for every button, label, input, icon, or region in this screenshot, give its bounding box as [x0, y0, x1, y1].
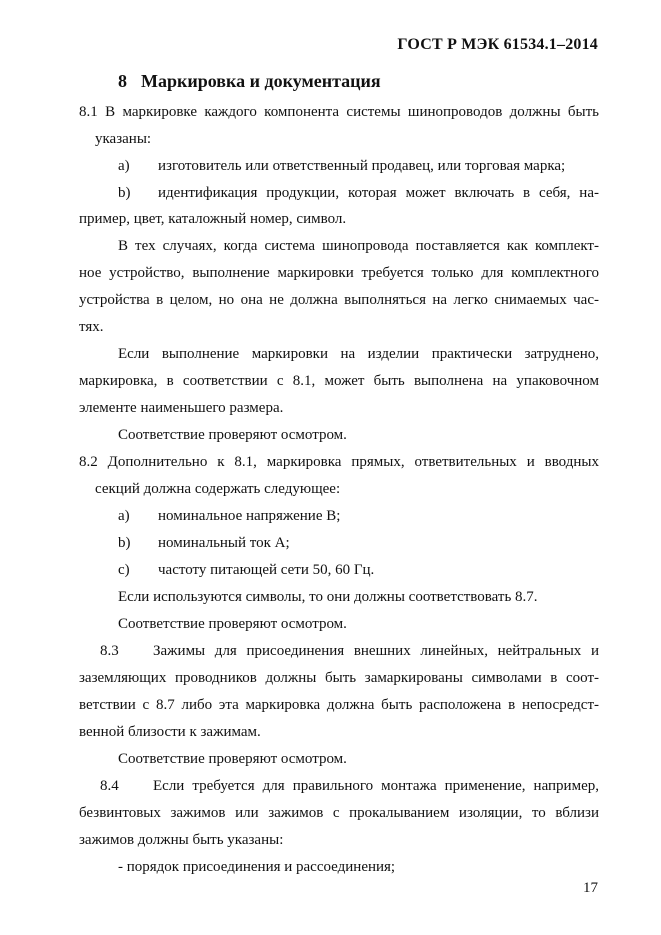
p81-d1: Если выполнение маркировки на изделии практически затруднено,	[118, 346, 599, 362]
p81-d3: элементе наименьшего размера.	[79, 400, 284, 416]
p81-c3: устройства в целом, но она не должна выполняться на легко снимаемых час-	[79, 292, 599, 308]
clause-number: 8.3	[100, 643, 119, 659]
page-number: 17	[583, 880, 598, 896]
item-letter: а)	[118, 508, 130, 524]
document-header: ГОСТ Р МЭК 61534.1–2014	[397, 36, 598, 53]
item-text: идентификация продукции, которая может включать в себя, на-	[158, 185, 599, 201]
item-letter: b)	[118, 185, 131, 201]
p83-line3: ветствии с 8.7 либо эта маркировка должна быть расположена в непосредст-	[79, 697, 599, 713]
p81-c2: ное устройство, выполнение маркировки требуется только для комплектного	[79, 265, 599, 281]
section-title	[118, 71, 381, 92]
p82-line1: 8.2 Дополнительно к 8.1, маркировка прямых, ответвительных и вводных	[79, 454, 599, 470]
p84-line3: зажимов должны быть указаны:	[79, 832, 284, 848]
p81-item-b-cont: пример, цвет, каталожный номер, символ.	[79, 211, 347, 227]
p83-check: Соответствие проверяют осмотром.	[118, 751, 347, 767]
p83-line4: венной близости к зажимам.	[79, 724, 261, 740]
p81-c4: тях.	[79, 319, 104, 335]
clause-number: 8.4	[100, 778, 119, 794]
p81-line1: 8.1 В маркировке каждого компонента системы шинопроводов должны быть	[79, 104, 599, 120]
item-letter: b)	[118, 535, 131, 551]
item-text: номинальное напряжение В;	[158, 508, 341, 524]
p81-c1: В тех случаях, когда система шинопровода поставляется как комплект-	[118, 238, 599, 254]
p82-line2: секций должна содержать следующее:	[95, 481, 341, 497]
clause-text: Зажимы для присоединения внешних линейных, нейтральных и	[153, 643, 599, 659]
item-text: изготовитель или ответственный продавец, или торговая марка;	[158, 158, 566, 174]
section-number: 8	[118, 71, 127, 91]
item-text: номинальный ток А;	[158, 535, 290, 551]
p82-check: Соответствие проверяют осмотром.	[118, 616, 347, 632]
p84-bullet1: - порядок присоединения и рассоединения;	[118, 859, 396, 875]
clause-text: Если требуется для правильного монтажа применение, например,	[153, 778, 599, 794]
item-text: частоту питающей сети 50, 60 Гц.	[158, 562, 375, 578]
section-title-text: Маркировка и документация	[141, 71, 381, 91]
p81-check: Соответствие проверяют осмотром.	[118, 427, 347, 443]
item-letter: а)	[118, 158, 130, 174]
p84-line2: безвинтовых зажимов или зажимов с прокалыванием изоляции, то вблизи	[79, 805, 599, 821]
p82-symbols: Если используются символы, то они должны соответствовать 8.7.	[118, 589, 538, 605]
item-letter: с)	[118, 562, 130, 578]
p81-line2: указаны:	[95, 131, 152, 147]
p81-d2: маркировка, в соответствии с 8.1, может быть выполнена на упаковочном	[79, 373, 599, 389]
p83-line2: заземляющих проводников должны быть замаркированы символами в соот-	[79, 670, 599, 686]
